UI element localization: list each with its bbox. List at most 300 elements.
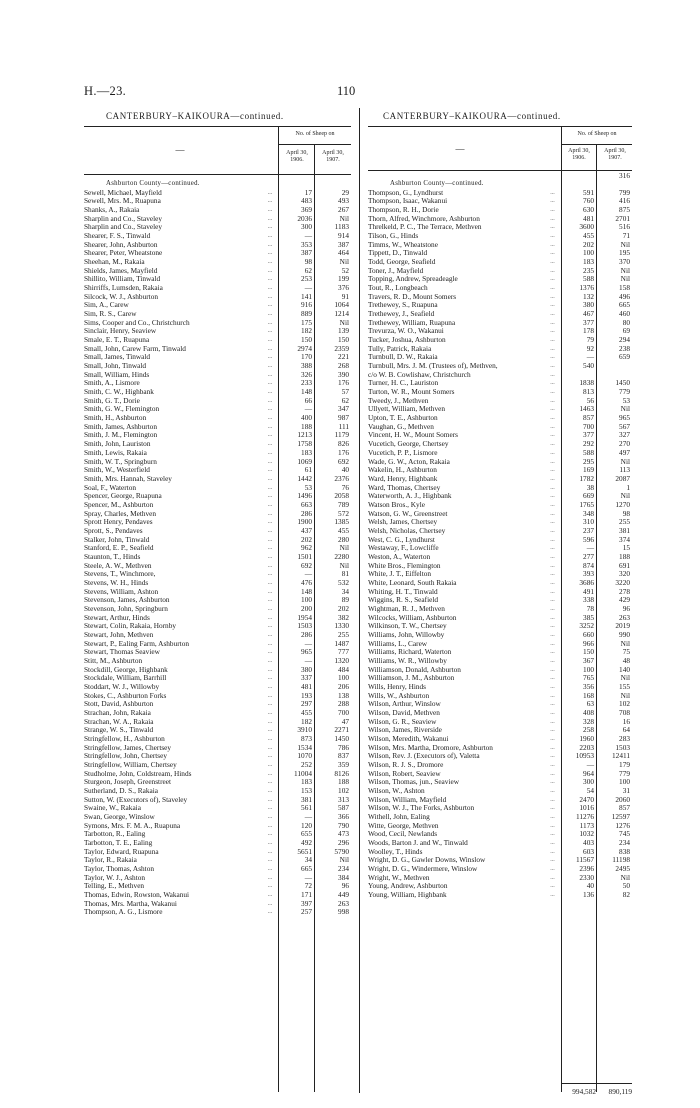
owner-name: Thomas, Mrs. Martha, Wakanui [84, 899, 177, 908]
leader-dots: ... [550, 415, 555, 422]
leader-dots: ... [550, 215, 555, 222]
leader-dots: ... [267, 718, 273, 725]
leader-dots: ... [267, 302, 273, 309]
sheep-1907: 320 [619, 569, 630, 579]
sheep-1906: 483 [301, 196, 312, 206]
owner-name: Tarbotton, T. E., Ealing [84, 839, 153, 848]
leader-dots: ... [550, 250, 555, 257]
sheep-1906: 1032 [579, 829, 594, 839]
owner-name: Spray, Charles, Methven [84, 509, 157, 518]
sheep-1906: 61 [304, 465, 312, 475]
owner-name: Stewart, Thomas Seaview [84, 648, 160, 657]
sheep-1906: 98 [304, 257, 312, 267]
leader-dots: ... [550, 311, 555, 318]
owner-name: Ullyett, William, Methven [368, 405, 445, 414]
leader-dots: ... [550, 241, 555, 248]
owner-name: Stevens, T., Winchmore, [84, 570, 156, 579]
table-row [368, 362, 632, 371]
leader-dots: ... [550, 675, 555, 682]
owner-name: Turnbull, D. W., Rakaia [368, 353, 438, 362]
sheep-1906: 153 [301, 786, 312, 796]
sheep-1906: 381 [301, 794, 312, 804]
sheep-1907: 268 [338, 361, 349, 371]
sheep-1907: 1064 [334, 300, 349, 310]
owner-name: Wightman, R. J., Methven [368, 604, 445, 613]
owner-name: Smith, G. T., Dorie [84, 396, 140, 405]
leader-dots: ... [267, 276, 273, 283]
leader-dots: ... [550, 293, 555, 300]
owner-name: Ward, Henry, Highbank [368, 474, 438, 483]
sheep-1907: 1450 [334, 734, 349, 743]
right-total-1906: 994,582 [572, 1087, 596, 1096]
sheep-1906: 1069 [297, 456, 312, 466]
sheep-1906: 1765 [579, 499, 594, 509]
right-column-title: CANTERBURY–KAIKOURA—continued. [383, 111, 561, 121]
sheep-1907: 234 [619, 838, 630, 848]
owner-name: Sewell, Michael, Mayfield [84, 188, 162, 197]
sheep-1906: 603 [583, 846, 594, 856]
leader-dots: ... [267, 259, 273, 266]
leader-dots: ... [267, 866, 273, 873]
leader-dots: ... [267, 831, 273, 838]
leader-dots: ... [267, 311, 273, 318]
sheep-1906: 916 [301, 300, 312, 310]
sheep-1907: 138 [338, 690, 349, 700]
owner-name: Vaughan, G., Methven [368, 422, 434, 431]
leader-dots: ... [267, 267, 273, 274]
owner-name: Stevenson, James, Ashburton [84, 596, 170, 605]
sheep-1906: 100 [301, 595, 312, 605]
leader-dots: ... [550, 736, 555, 742]
sheep-1907: 80 [622, 317, 630, 327]
owner-name: Wilson, R. J. S., Dromore [368, 761, 444, 770]
sheep-1906: 760 [583, 196, 594, 206]
center-divider [359, 108, 360, 1093]
sheep-1906: 669 [583, 491, 594, 501]
sheep-1907: 2701 [615, 213, 630, 223]
owner-name: Swaine, W., Rakaia [84, 804, 141, 813]
leader-dots: ... [550, 770, 555, 777]
leader-dots: ... [267, 345, 273, 352]
sheep-1906: 2470 [579, 794, 594, 804]
sheep-1907: 374 [619, 534, 630, 544]
sheep-1907: 188 [619, 551, 630, 561]
owner-name: Wade, G. W., Acton, Rakaia [368, 457, 450, 466]
owner-name: Whiting, H. T., Tinwald [368, 587, 438, 596]
owner-name: Weston, A., Waterton [368, 552, 431, 561]
sheep-1906: 388 [301, 361, 312, 371]
owner-name: Stewart, Arthur, Hinds [84, 613, 150, 622]
owner-name: Wakelin, H., Ashburton [368, 466, 437, 475]
leader-dots: ... [267, 848, 273, 855]
page-id: H.—23. [84, 84, 127, 98]
owner-name: Turton, W. R., Mount Somers [368, 388, 455, 397]
owner-name: Sim, R. S., Carew [84, 310, 137, 319]
sheep-1906: 403 [583, 838, 594, 848]
owner-name: Wilkinson, T. W., Chertsey [368, 622, 447, 631]
sheep-1907: 12411 [612, 751, 630, 761]
leader-dots: ... [267, 727, 273, 734]
sheep-1906: 11276 [576, 812, 594, 822]
sheep-1906: 79 [586, 335, 594, 345]
owner-name: Timms, W., Wheatstone [368, 240, 438, 249]
owner-name: Williams, W. R., Willowby [368, 656, 447, 665]
right-name-header: — [455, 144, 465, 154]
leader-dots: ... [550, 588, 555, 595]
sheep-1906: 2396 [579, 864, 594, 874]
owner-name: Wilcocks, William, Ashburton [368, 613, 457, 622]
leader-dots: ... [550, 840, 555, 847]
owner-name: Stevenson, John, Springburn [84, 604, 168, 613]
sheep-1907: 429 [619, 595, 630, 605]
owner-name: Wiggins, R. S., Seafield [368, 596, 439, 605]
leader-dots: ... [550, 744, 555, 751]
sheep-1906: 38 [586, 482, 594, 492]
leader-dots: ... [550, 493, 555, 500]
sheep-1906: 310 [583, 517, 594, 527]
leader-dots: ... [550, 389, 555, 396]
sheep-1906: — [304, 569, 312, 579]
leader-dots: ... [550, 484, 555, 491]
leader-dots: ... [267, 501, 273, 508]
sheep-1906: 120 [301, 820, 312, 830]
owner-name: White, Leonard, South Rakaia [368, 578, 457, 587]
leader-dots: ... [267, 588, 273, 595]
leader-dots: ... [267, 406, 273, 413]
owner-name: Stevens, William, Ashton [84, 587, 159, 596]
sheep-1906: 397 [301, 898, 312, 908]
leader-dots: ... [267, 233, 273, 240]
owner-name: Stitt, M., Ashburton [84, 656, 143, 665]
sheep-1907: 2376 [334, 473, 349, 483]
sheep-1907: 1214 [334, 309, 349, 319]
leader-dots: ... [550, 683, 555, 690]
owner-name: Thompson, Isaac, Wakanui [368, 197, 448, 206]
sheep-1907: 5790 [334, 846, 349, 856]
sheep-1907: 1270 [615, 499, 630, 509]
sheep-1906: 1376 [579, 283, 594, 293]
owner-name: Wilson, William, Mayfield [368, 795, 447, 804]
sheep-1907: 2019 [615, 621, 630, 631]
sheep-1907: 296 [338, 838, 349, 848]
sheep-1907: Nil [620, 404, 630, 414]
leader-dots: ... [267, 857, 273, 864]
sheep-1907: 98 [622, 508, 630, 518]
leader-dots: ... [550, 571, 555, 578]
sheep-1907: 31 [622, 786, 630, 796]
sheep-1906: 150 [301, 335, 312, 345]
leader-dots: ... [267, 562, 273, 569]
leader-dots: ... [267, 337, 273, 344]
sheep-1906: 481 [301, 681, 312, 691]
sheep-1906: 100 [583, 664, 594, 674]
sheep-1906: 962 [301, 543, 312, 553]
sheep-1906: 813 [583, 387, 594, 397]
sheep-1907: 91 [341, 291, 349, 301]
sheep-1907 [596, 362, 632, 371]
leader-dots: ... [267, 215, 273, 222]
leader-dots: ... [550, 822, 555, 829]
sheep-1906: 2036 [297, 213, 312, 223]
sheep-1907: 69 [622, 326, 630, 336]
sheep-1906: 3686 [579, 577, 594, 587]
leader-dots: ... [267, 441, 273, 448]
owner-name: Shillito, William, Tinwald [84, 275, 161, 284]
sheep-1906: 1782 [579, 473, 594, 483]
table-row [84, 908, 351, 917]
sheep-1906: 202 [301, 534, 312, 544]
sheep-1907: 100 [619, 777, 630, 787]
sheep-1907: 40 [341, 465, 349, 475]
right-top-rule [368, 126, 632, 127]
owner-name: Stoddart, W. J., Willowby [84, 682, 160, 691]
sheep-1906: 171 [301, 890, 312, 900]
left-sheet-header: No. of Sheep on [295, 131, 335, 137]
leader-dots: ... [550, 475, 555, 482]
leader-dots: ... [550, 276, 555, 283]
sheep-1907: Nil [620, 491, 630, 501]
leader-dots: ... [550, 536, 555, 543]
owner-name: Small, John, Carew Farm, Tinwald [84, 344, 186, 353]
sheep-1907: 263 [338, 898, 349, 908]
sheep-1906: 393 [583, 569, 594, 579]
sheep-1906: 873 [301, 734, 312, 743]
sheep-1906: 588 [583, 274, 594, 284]
leader-dots: ... [267, 814, 273, 821]
leader-dots: ... [267, 762, 273, 769]
sheep-1906: 148 [301, 387, 312, 397]
sheep-1907: Nil [620, 638, 630, 648]
leader-dots: ... [550, 259, 555, 266]
sheep-1907: 280 [338, 534, 349, 544]
owner-name: West, C. G., Lyndhurst [368, 535, 435, 544]
sheep-1906: 630 [583, 205, 594, 215]
leader-dots: ... [550, 718, 555, 725]
owner-name: Wilson, G. R., Seaview [368, 717, 437, 726]
owner-name: Wilson, W., Ashton [368, 787, 425, 796]
sheep-1907: 449 [338, 890, 349, 900]
sheep-1906: 5651 [297, 846, 312, 856]
owner-name: Waterworth, A. J., Highbank [368, 492, 452, 501]
leader-dots: ... [550, 406, 555, 413]
sheep-1907: 96 [622, 603, 630, 613]
leader-dots: ... [267, 805, 273, 812]
sheep-1906: 1503 [297, 621, 312, 631]
owner-name: Woods, Barton J. and W., Tinwald [368, 839, 468, 848]
sheep-1907: 327 [619, 430, 630, 440]
sheep-1906: 34 [304, 855, 312, 865]
sheep-1907: 708 [619, 707, 630, 717]
leader-dots: ... [267, 753, 273, 760]
owner-name: Smith, Mrs. Hannah, Staveley [84, 474, 172, 483]
owner-name: Thompson, R. H., Dorie [368, 206, 439, 215]
sheep-1907: 826 [338, 439, 349, 449]
leader-dots: ... [550, 649, 555, 656]
leader-dots: ... [550, 796, 555, 803]
owner-name: Strachan, John, Rakaia [84, 708, 151, 717]
leader-dots: ... [267, 527, 273, 534]
sheep-1907: 987 [338, 413, 349, 423]
owner-name: Vucetich, George, Chertsey [368, 440, 449, 449]
leader-dots: ... [550, 788, 555, 795]
leader-dots: ... [550, 631, 555, 638]
sheep-1906: 437 [301, 525, 312, 535]
sheep-1907: 789 [338, 499, 349, 509]
sheep-1907: 111 [338, 421, 349, 431]
owner-name: Telling, E., Methven [84, 882, 145, 891]
owner-name: Wilson, W. J., The Forks, Ashburton [368, 804, 475, 813]
sheep-1906: 1442 [297, 473, 312, 483]
leader-dots: ... [550, 233, 555, 240]
sheep-1907: 71 [622, 231, 630, 241]
owner-name: Smale, E. T., Ruapuna [84, 336, 150, 345]
leader-dots: ... [550, 363, 555, 370]
sheep-1906: 253 [301, 274, 312, 284]
sheep-1906: 182 [301, 326, 312, 336]
owner-name: Watson Bros., Kyle [368, 500, 425, 509]
right-header-vrule-2 [596, 145, 597, 170]
leader-dots: ... [550, 285, 555, 292]
sheep-1907: 150 [338, 335, 349, 345]
leader-dots: ... [267, 241, 273, 248]
owner-name: Williamson, J. M., Ashburton [368, 674, 455, 683]
sheep-1907: 376 [338, 283, 349, 293]
sheep-1906: 476 [301, 577, 312, 587]
owner-name: Stringfellow, James, Chertsey [84, 743, 172, 752]
leader-dots: ... [550, 866, 555, 873]
sheep-1906: 348 [583, 508, 594, 518]
leader-dots: ... [550, 328, 555, 335]
sheep-1907: 837 [338, 751, 349, 761]
sheep-1907: 267 [338, 205, 349, 215]
leader-dots: ... [550, 467, 555, 474]
sheep-1906: 491 [583, 586, 594, 596]
right-total-1907: 890,119 [608, 1087, 632, 1096]
sheep-1906: 1173 [579, 820, 594, 830]
leader-dots: ... [550, 605, 555, 612]
leader-dots: ... [550, 441, 555, 448]
sheep-1907: 8126 [334, 768, 349, 778]
sheep-1906: 380 [583, 300, 594, 310]
owner-name: Wilson, Arthur, Winslow [368, 700, 441, 709]
leader-dots: ... [267, 207, 273, 214]
sheep-1906: — [304, 404, 312, 414]
leader-dots: ... [550, 857, 555, 864]
leader-dots: ... [550, 805, 555, 812]
sheep-1906: 237 [583, 525, 594, 535]
sheep-1907: 2495 [615, 864, 630, 874]
sheep-1906: 11004 [294, 768, 312, 778]
sheep-1906: 1213 [297, 430, 312, 440]
sheep-1906: 53 [304, 482, 312, 492]
sheep-1906: 1496 [297, 491, 312, 501]
sheep-1906: 40 [586, 881, 594, 891]
owner-name: Wilson, Meredith, Wakanui [368, 735, 449, 743]
leader-dots: ... [267, 458, 273, 465]
owner-name: Sinclair, Henry, Seaview [84, 327, 157, 336]
leader-dots: ... [550, 640, 555, 647]
page-number: 110 [337, 84, 356, 98]
owner-name: Smith, W., Westerfield [84, 466, 150, 475]
leader-dots: ... [550, 597, 555, 604]
leader-dots: ... [550, 380, 555, 387]
leader-dots: ... [267, 553, 273, 560]
leader-dots: ... [267, 380, 273, 387]
leader-dots: ... [550, 198, 555, 205]
leader-dots: ... [267, 683, 273, 690]
right-section-label: Ashburton County—continued. [390, 180, 484, 187]
owner-name: Stewart, Colin, Rakaia, Hornby [84, 622, 177, 631]
leader-dots: ... [267, 631, 273, 638]
sheep-1907: 179 [619, 760, 630, 770]
leader-dots: ... [267, 363, 273, 370]
sheep-1907: 473 [338, 829, 349, 839]
sheep-1906: 965 [301, 647, 312, 657]
sheep-1907: 381 [619, 525, 630, 535]
sheep-1907: 460 [619, 309, 630, 319]
leader-dots: ... [550, 397, 555, 404]
left-subheader-rule [279, 144, 351, 145]
sheep-1907: 516 [619, 222, 630, 232]
sheep-1907: 76 [341, 482, 349, 492]
owner-name: Wills, W., Ashburton [368, 691, 430, 700]
sheep-1907: 2359 [334, 343, 349, 353]
leader-dots: ... [550, 753, 555, 760]
leader-dots: ... [550, 510, 555, 517]
owner-name: Taylor, R., Rakaia [84, 856, 137, 865]
owner-name: Williams, Richard, Waterton [368, 648, 452, 657]
sheep-1907: 176 [338, 378, 349, 388]
sheep-1907: Nil [339, 560, 349, 570]
leader-dots: ... [267, 909, 273, 916]
sheep-1907: 234 [338, 864, 349, 874]
right-total-rule [562, 1083, 632, 1084]
owner-name: Sheehan, M., Rakaia [84, 258, 145, 267]
sheep-1907: 47 [341, 716, 349, 726]
leader-dots: ... [550, 779, 555, 786]
owner-name: Swan, George, Winslow [84, 813, 155, 822]
sheep-1907: 1503 [615, 742, 630, 752]
sheep-1907: 16 [622, 716, 630, 726]
sheep-1907: 382 [338, 612, 349, 622]
sheep-1906: 596 [583, 534, 594, 544]
leader-dots: ... [267, 614, 273, 621]
owner-name: Young, William, Highbank [368, 891, 447, 900]
sheep-1906: — [304, 812, 312, 822]
sheep-1906: 257 [301, 907, 312, 917]
leader-dots: ... [267, 770, 273, 777]
sheep-1907: 875 [619, 205, 630, 215]
sheep-1906: 367 [583, 655, 594, 665]
sheep-1906: 1070 [297, 751, 312, 761]
leader-dots: ... [267, 623, 273, 630]
leader-dots: ... [550, 501, 555, 508]
sheep-1907: 57 [341, 387, 349, 397]
sheep-1907: 81 [341, 569, 349, 579]
leader-dots: ... [267, 883, 273, 890]
leader-dots: ... [550, 814, 555, 821]
sheep-1906: 56 [586, 395, 594, 405]
owner-name: Wilson, Thomas, jun., Seaview [368, 778, 459, 787]
sheep-1907: 366 [338, 812, 349, 822]
right-subheader-rule [562, 144, 632, 145]
owner-name: Sprott, S., Pendaves [84, 526, 143, 535]
owner-name: Williams, John, Willowby [368, 630, 445, 639]
right-col1-header: April 30, 1906. [568, 148, 590, 161]
leader-dots: ... [267, 796, 273, 803]
leader-dots: ... [550, 423, 555, 430]
leader-dots: ... [550, 762, 555, 769]
